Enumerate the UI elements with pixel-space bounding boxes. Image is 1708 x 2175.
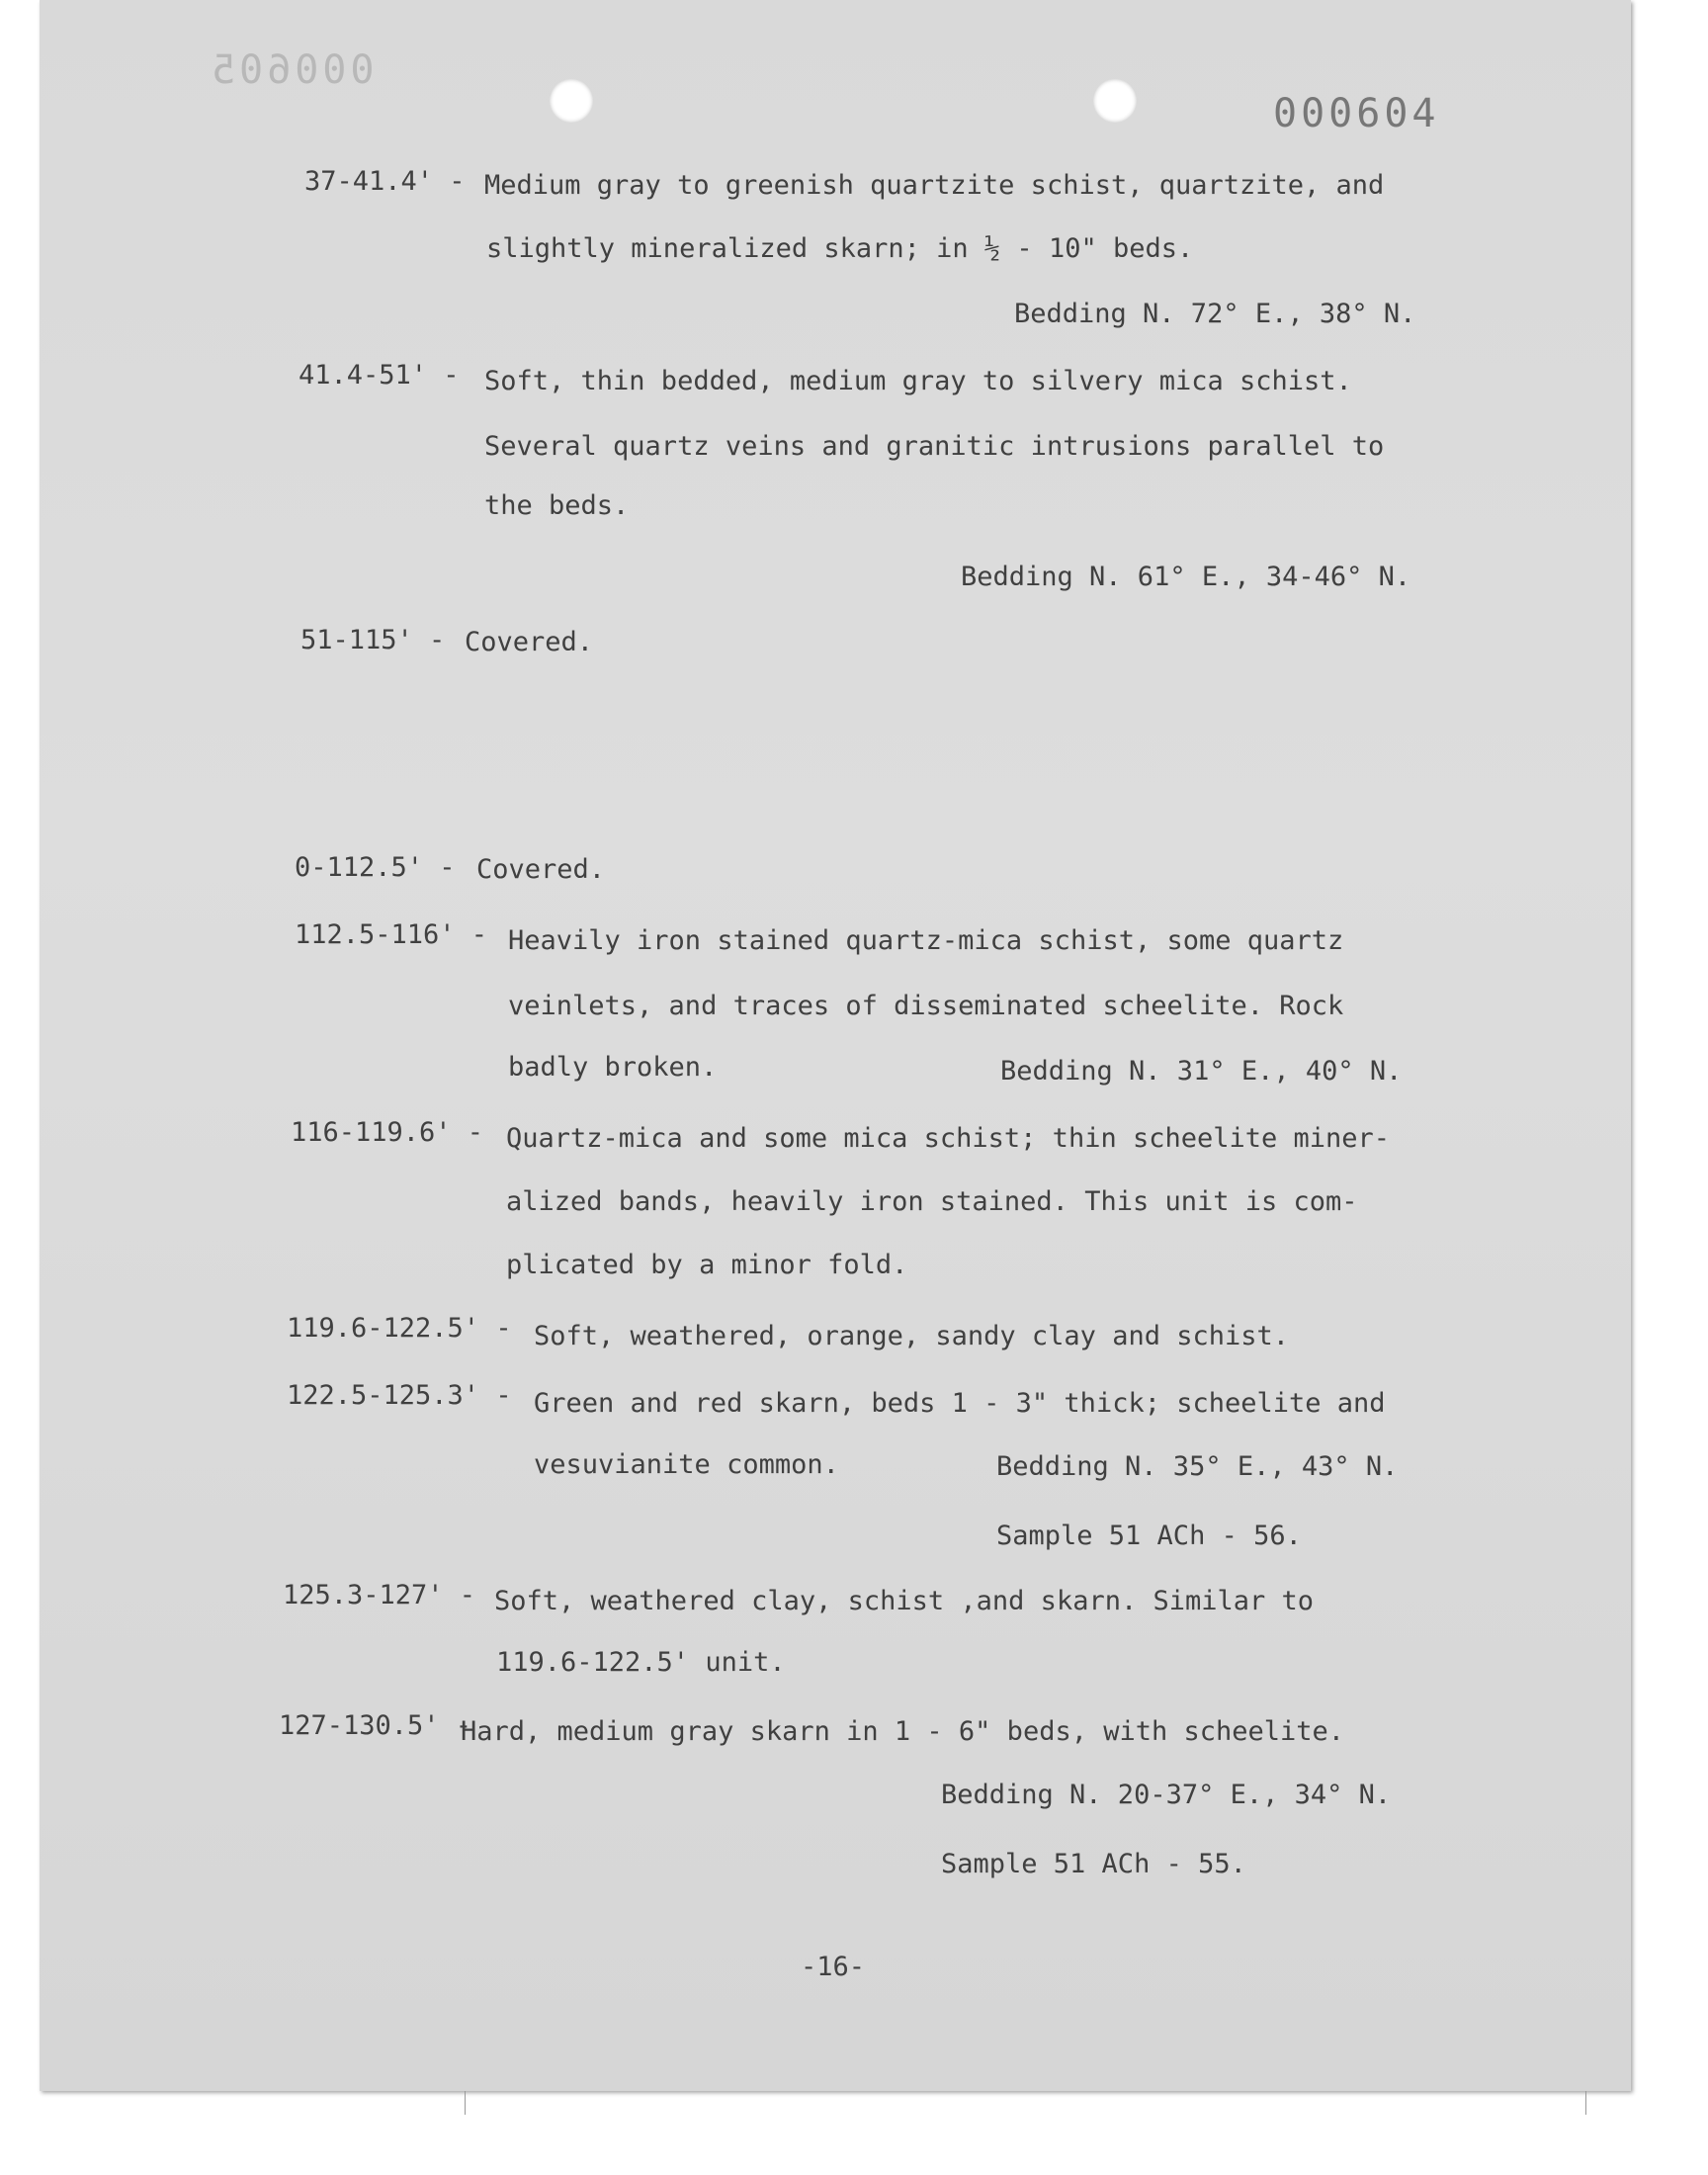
description-line: Medium gray to greenish quartzite schist, quartzite, and [484,170,1385,201]
depth-range: 51-115' - [300,625,446,655]
depth-range: 125.3-127' - [283,1580,476,1610]
page-number: -16- [801,1952,866,1982]
description-line: Heavily iron stained quartz-mica schist, some quartz [508,925,1344,956]
page-edge-line [465,2091,466,2115]
description-line: slightly mineralized skarn; in ½ - 10" beds. [486,233,1194,264]
description-line: Soft, thin bedded, medium gray to silvery mica schist. [484,366,1352,396]
depth-range: 119.6-122.5' - [287,1313,512,1344]
punch-hole-right [1093,79,1137,123]
sample-note: Sample 51 ACh - 55. [941,1849,1246,1879]
page-edge-line [1585,2091,1586,2115]
description-line: Green and red skarn, beds 1 - 3" thick; scheelite and [534,1388,1386,1419]
bedding-note: Bedding N. 31° E., 40° N. [1000,1056,1403,1087]
depth-range: 127-130.5' - [279,1710,472,1741]
description-line: 119.6-122.5' unit. [496,1647,786,1678]
description-line: plicated by a minor fold. [506,1250,908,1280]
punch-hole-left [550,79,593,123]
depth-range: 37-41.4' - [304,166,466,197]
description-line: veinlets, and traces of disseminated scheelite. Rock [508,991,1344,1021]
depth-range: 112.5-116' - [295,919,488,950]
bedding-note: Bedding N. 72° E., 38° N. [1014,299,1416,329]
description-line: vesuvianite common. [534,1449,839,1480]
document-page [40,0,1631,2091]
description-line: Quartz-mica and some mica schist; thin scheelite miner- [506,1123,1391,1154]
bedding-note: Bedding N. 61° E., 34-46° N. [961,562,1411,592]
depth-range: 122.5-125.3' - [287,1380,512,1411]
description-line: Soft, weathered clay, schist ,and skarn. Similar to [494,1586,1315,1616]
description-line: Several quartz veins and granitic intrusions parallel to [484,431,1385,462]
description-line: the beds. [484,490,630,521]
mirrored-stamp: 000605 [208,47,375,93]
document-number-stamp: 000604 [1273,91,1440,136]
description-line: Covered. [476,854,606,885]
description-line: Hard, medium gray skarn in 1 - 6" beds, with scheelite. [461,1716,1345,1747]
depth-range: 0-112.5' - [295,852,456,883]
bedding-note: Bedding N. 35° E., 43° N. [996,1451,1399,1482]
description-line: badly broken. [508,1052,718,1083]
description-line: Covered. [465,627,594,657]
sample-note: Sample 51 ACh - 56. [996,1521,1302,1551]
bedding-note: Bedding N. 20-37° E., 34° N. [941,1780,1392,1810]
depth-range: 41.4-51' - [299,360,460,391]
depth-range: 116-119.6' - [291,1117,484,1148]
description-line: alized bands, heavily iron stained. This unit is com- [506,1186,1358,1217]
description-line: Soft, weathered, orange, sandy clay and schist. [534,1321,1290,1351]
